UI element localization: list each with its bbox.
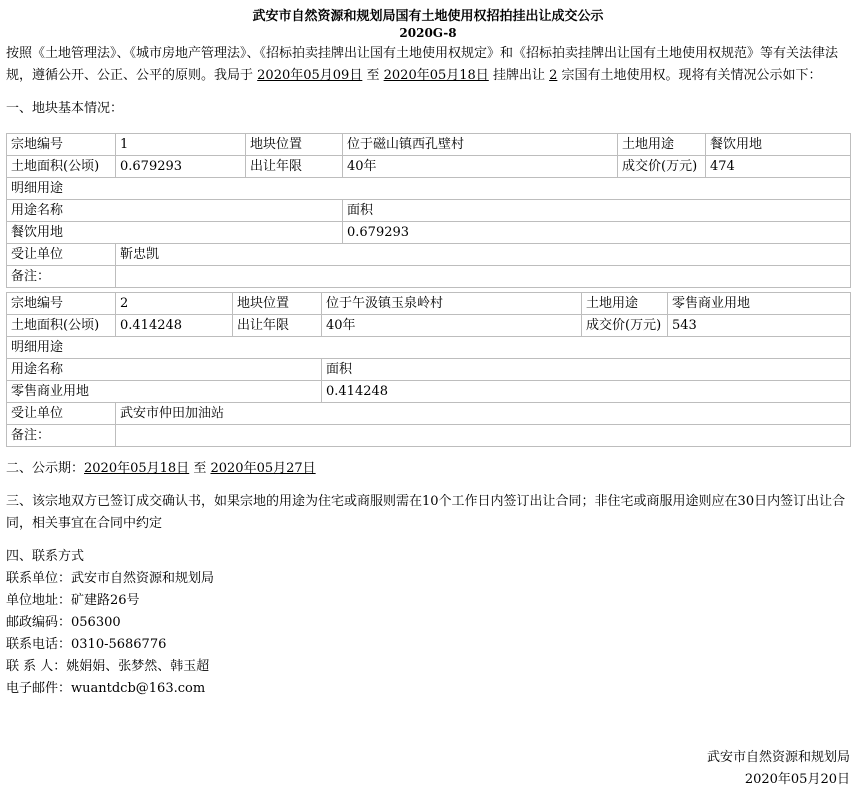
- footer-signature: [707, 747, 850, 791]
- detail-use-name: 餐饮用地: [7, 222, 343, 244]
- label-grantee: 受让单位: [7, 403, 116, 425]
- footer-org: 武安市自然资源和规划局: [706, 750, 850, 765]
- parcel-remarks: [116, 425, 851, 447]
- label-term: 出让年限: [233, 315, 322, 337]
- section-2-to: 至: [193, 461, 207, 476]
- parcel-term: 40年: [322, 315, 582, 337]
- contact-unit: 联系单位：武安市自然资源和规划局: [6, 571, 215, 586]
- contact-postcode: 邮政编码：056300: [6, 615, 121, 630]
- label-area: 土地面积(公顷): [7, 315, 116, 337]
- parcel-land-use: 零售商业用地: [668, 293, 851, 315]
- table-row: [7, 200, 851, 222]
- parcel-location: 位于磁山镇西孔壁村: [343, 134, 618, 156]
- label-area: 土地面积(公顷): [7, 156, 116, 178]
- label-land-use: 土地用途: [582, 293, 668, 315]
- parcel-grantee: 武安市仲田加油站: [116, 403, 851, 425]
- parcel-table-1: [6, 133, 851, 288]
- section-2: [6, 458, 850, 480]
- table-row: [7, 337, 851, 359]
- table-row: [7, 381, 851, 403]
- label-parcel-no: 宗地编号: [7, 134, 116, 156]
- parcel-location: 位于午汲镇玉泉岭村: [322, 293, 582, 315]
- parcel-term: 40年: [343, 156, 618, 178]
- parcel-count: 2: [549, 68, 558, 83]
- detail-use-name: 零售商业用地: [7, 381, 322, 403]
- contact-address: 单位地址：矿建路26号: [6, 593, 140, 608]
- label-land-use: 土地用途: [618, 134, 706, 156]
- label-use-name: 用途名称: [7, 200, 343, 222]
- table-row: [7, 134, 851, 156]
- table-row: [7, 359, 851, 381]
- intro-text-2: 挂牌出让: [492, 68, 545, 83]
- label-location: 地块位置: [246, 134, 343, 156]
- intro-text-1: 按照《土地管理法》、《城市房地产管理法》、《招标拍卖挂牌出让国有土地使用权规定》和《招标拍卖挂牌出让国有土地使用权规范》等有关法律法规，遵循公开、公正、公平的原则。我局于: [6, 46, 839, 83]
- page-title: 武安市自然资源和规划局国有土地使用权招拍挂出让成交公示: [252, 9, 604, 24]
- table-row: [7, 266, 851, 288]
- contact-email: 电子邮件：wuantdcb@163.com: [6, 681, 206, 696]
- label-area-short: 面积: [322, 359, 851, 381]
- parcel-no: 2: [116, 293, 233, 315]
- parcel-area: 0.679293: [116, 156, 246, 178]
- table-row: [7, 425, 851, 447]
- table-row: [7, 403, 851, 425]
- footer-date: 2020年05月20日: [744, 772, 850, 787]
- parcel-area: 0.414248: [116, 315, 233, 337]
- parcel-no: 1: [116, 134, 246, 156]
- parcel-table-2: [6, 292, 851, 447]
- table-row: [7, 178, 851, 200]
- section-4-heading: 四、联系方式: [6, 549, 85, 564]
- table-row: [7, 244, 851, 266]
- label-price: 成交价(万元): [618, 156, 706, 178]
- table-row: [7, 156, 851, 178]
- label-remarks: 备注：: [7, 266, 116, 288]
- table-row: [7, 222, 851, 244]
- table-row: [7, 293, 851, 315]
- intro-text-3: 宗国有土地使用权。现将有关情况公示如下：: [561, 68, 822, 83]
- publicity-start-date: 2020年05月18日: [84, 461, 190, 476]
- contact-person: 联 系 人：姚娟娟、张梦然、韩玉超: [6, 659, 210, 674]
- label-price: 成交价(万元): [582, 315, 668, 337]
- contact-phone: 联系电话：0310-5686776: [6, 637, 167, 652]
- label-location: 地块位置: [233, 293, 322, 315]
- notice-code: 2020G-8: [399, 26, 457, 40]
- detail-use-area: 0.414248: [322, 381, 851, 403]
- parcel-land-use: 餐饮用地: [706, 134, 851, 156]
- label-term: 出让年限: [246, 156, 343, 178]
- listing-end-date: 2020年05月18日: [383, 68, 489, 83]
- label-parcel-no: 宗地编号: [7, 293, 116, 315]
- label-area-short: 面积: [343, 200, 851, 222]
- intro-paragraph: [6, 43, 850, 87]
- label-detail-use: 明细用途: [7, 178, 851, 200]
- parcel-remarks: [116, 266, 851, 288]
- detail-use-area: 0.679293: [343, 222, 851, 244]
- parcel-price: 543: [668, 315, 851, 337]
- label-grantee: 受让单位: [7, 244, 116, 266]
- section-2-label: 二、公示期：: [6, 461, 85, 476]
- label-remarks: 备注：: [7, 425, 116, 447]
- table-row: [7, 315, 851, 337]
- listing-start-date: 2020年05月09日: [257, 68, 363, 83]
- section-1-heading: 一、地块基本情况：: [6, 101, 124, 116]
- publicity-end-date: 2020年05月27日: [210, 461, 316, 476]
- intro-to: 至: [366, 68, 380, 83]
- label-detail-use: 明细用途: [7, 337, 851, 359]
- parcel-grantee: 靳忠凯: [116, 244, 851, 266]
- parcel-price: 474: [706, 156, 851, 178]
- contact-section: [6, 546, 850, 700]
- section-3: 三、该宗地双方已签订成交确认书，如果宗地的用途为住宅或商服则需在10个工作日内签订出让合同；非住宅或商服用途则应在30日内签订出让合同，相关事宜在合同中约定: [6, 494, 846, 531]
- label-use-name: 用途名称: [7, 359, 322, 381]
